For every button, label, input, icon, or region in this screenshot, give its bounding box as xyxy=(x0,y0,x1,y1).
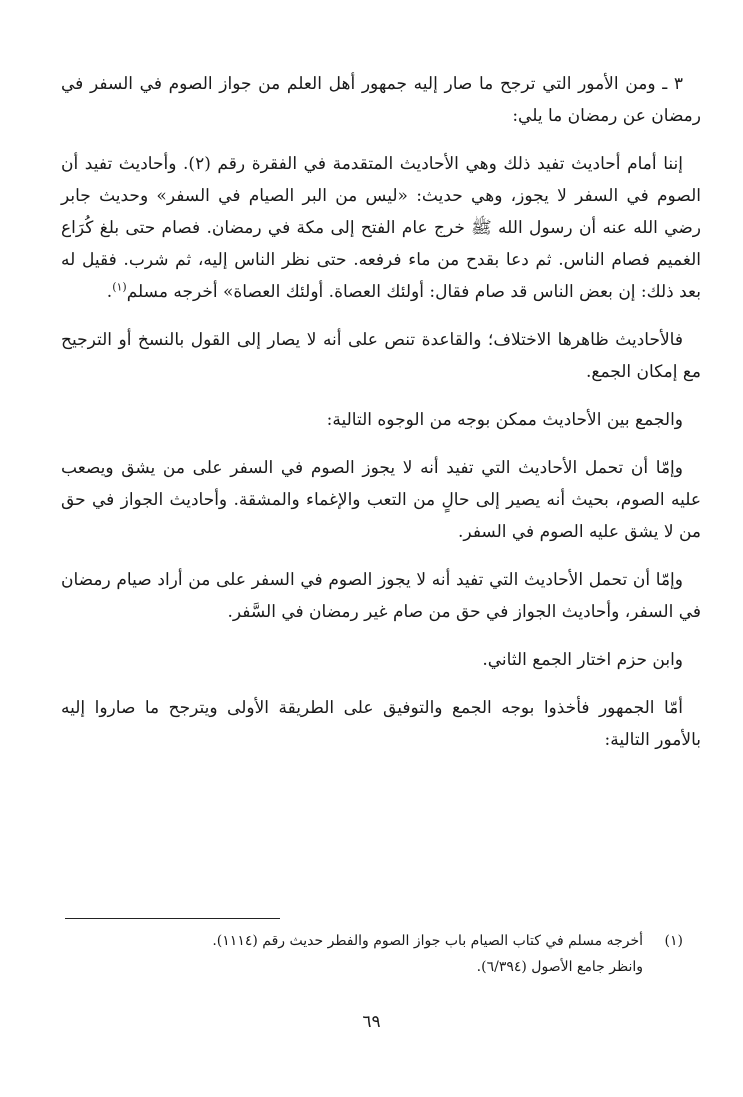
page-body xyxy=(61,68,701,756)
paragraph-4: والجمع بين الأحاديث ممكن بوجه من الوجوه التالية: xyxy=(326,410,683,430)
paragraph-6: وإمّا أن تحمل الأحاديث التي تفيد أنه لا يجوز الصوم في السفر على من أراد صيام رمضان في السفر، وأحاديث الجواز في حق من صام غير رمضان في السَّفر. xyxy=(61,570,701,622)
footnote-divider xyxy=(65,918,280,919)
paragraph-8: أمّا الجمهور فأخذوا بوجه الجمع والتوفيق على الطريقة الأولى ويترجح ما صاروا إليه بالأمور التالية: xyxy=(61,698,701,750)
footnote-item xyxy=(63,928,683,980)
footnote-reference: (١) xyxy=(112,280,127,294)
paragraph-2 xyxy=(61,148,701,308)
footnote-line-2: وانظر جامع الأصول (٦/٣٩٤). xyxy=(476,959,643,975)
page-number: ٦٩ xyxy=(362,1012,381,1032)
footnote-text xyxy=(63,928,643,980)
paragraph-5: وإمّا أن تحمل الأحاديث التي تفيد أنه لا يجوز الصوم في السفر على من يشق ويصعب عليه الصوم، بحيث أنه يصير إلى حالٍ من التعب والإغماء والمشقة. وأحاديث الجواز في حق من لا يشق عليه الصوم في السفر. xyxy=(61,458,701,542)
footnotes xyxy=(63,928,683,980)
footnote-line-1: أخرجه مسلم في كتاب الصيام باب جواز الصوم والفطر حديث رقم (١١١٤). xyxy=(212,933,643,949)
footnote-number: (١) xyxy=(664,933,683,949)
paragraph-3: فالأحاديث ظاهرها الاختلاف؛ والقاعدة تنص على أنه لا يصار إلى القول بالنسخ أو الترجيح مع إمكان الجمع. xyxy=(61,330,701,382)
paragraph-1: ٣ ـ ومن الأمور التي ترجح ما صار إليه جمهور أهل العلم من جواز الصوم في السفر في رمضان عن رمضان ما يلي: xyxy=(61,74,701,126)
paragraph-2-text: إننا أمام أحاديث تفيد ذلك وهي الأحاديث المتقدمة في الفقرة رقم (٢). وأحاديث تفيد أن الصوم في السفر لا يجوز، وهي حديث: «ليس من البر الصيام في السفر» وحديث جابر رضي الله عنه أن رسول الله ﷺ خرج عام الفتح إلى مكة في رمضان. فصام حتى بلغ كُرَاع الغميم فصام الناس. ثم دعا بقدح من ماء فرفعه. حتى نظر الناس إليه، ثم شرب. فقيل له بعد ذلك: إن بعض الناس قد صام فقال: أولئك العصاة. أولئك العصاة» أخرجه مسلم xyxy=(61,154,701,302)
paragraph-7: وابن حزم اختار الجمع الثاني. xyxy=(482,650,683,670)
paragraph-2-period: . xyxy=(106,282,113,302)
